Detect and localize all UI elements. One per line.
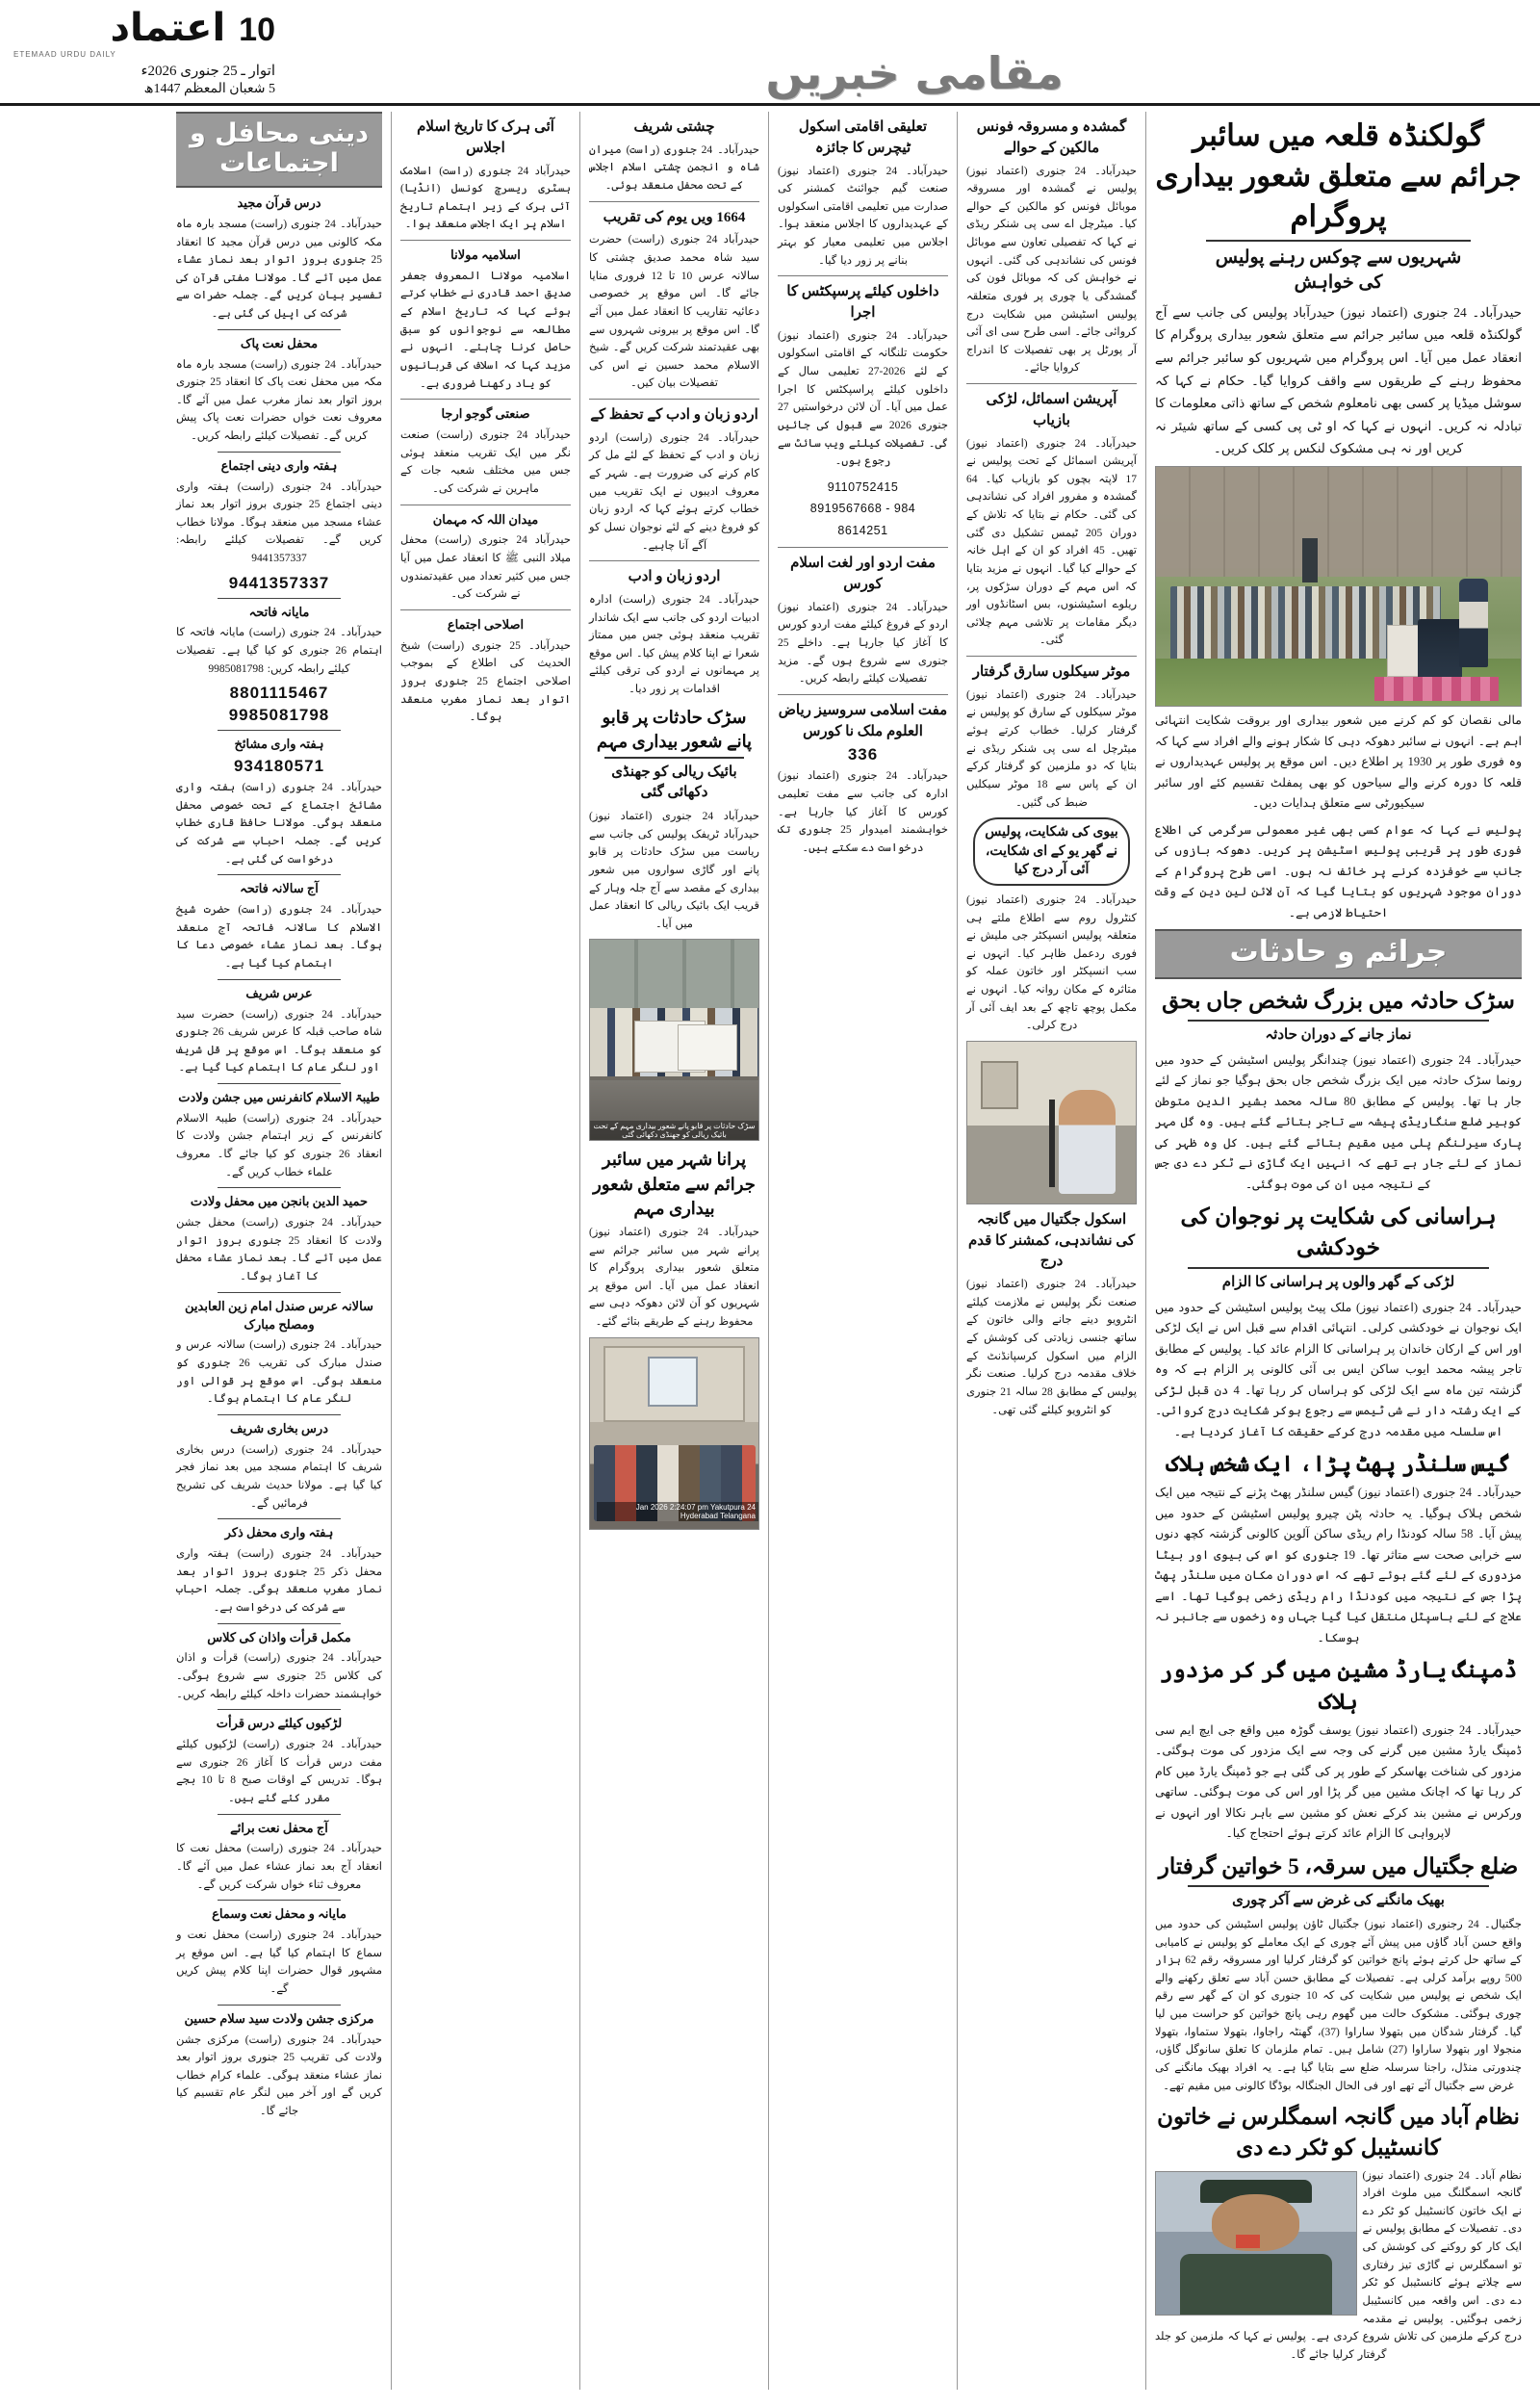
relig-body: حیدرآباد۔ 24 جنوری (راست) سالانہ عرس و صندل مبارک کی تقریب 26 جنوری کو منعقد ہوگی۔ اس موقع پر قوالی اور لنگر عام کا اہتمام ہوگا۔ <box>176 1339 382 1406</box>
divider <box>218 730 341 731</box>
relig-headline: محفل نعت پاک <box>240 335 319 350</box>
relig-item-4 <box>176 736 382 868</box>
article-headline: ہراسانی کی شکایت پر نوجوان کی خودکشی <box>1180 1204 1497 1260</box>
photo-awareness-hall <box>589 1337 759 1530</box>
article-crime-5 <box>1155 2102 1522 2364</box>
sec-item-4 <box>400 616 571 727</box>
article-oldcity <box>589 1148 759 1529</box>
item-body: حیدرآباد 24 جنوری (راست) حضرت سید شاہ محمد صدیق چشتی کا سالانہ عرس 10 تا 12 فروری منایا جائے گا۔ اس موقع پر خصوصی دعائیہ تقاریب کا انعقاد عمل میں آئے گا۔ اس موقع پر بیرونی شہروں سے بھی عقیدتمند شرکت کریں گے۔ شیخ الاسلام محمد حسین نے اس کی تفصیلات بیان کیں۔ <box>589 234 759 390</box>
relig-phone-2[interactable]: 9985081798 <box>228 706 330 725</box>
photo-caption: سڑک حادثات پر قابو پانے شعور بیداری مہم کے تحت بائیک ریالی کو جھنڈی دکھائی گئی <box>590 1121 758 1140</box>
relig-item-16 <box>176 2010 382 2121</box>
brief-body: حیدرآباد۔ 24 جنوری (اعتماد نیوز) صنعت نگر پولیس نے ملازمت کیلئے انٹرویو دینے جانے والی خاتون کے ساتھ جنسی زیادتی کی کوشش کے الزام میں اسکول کرسپانڈنٹ کے خلاف مقدمہ درج کرلیا۔ صنعت نگر پولیس کے مطابق 28 سالہ 21 جنوری کو انٹرویو کیلئے گئی تھی۔ <box>966 1279 1138 1416</box>
relig-body: حیدرآباد۔ 24 جنوری (راست) حضرت سید شاہ صاحب قبلہ کا عرس شریف 26 جنوری کو منعقد ہوگا۔ اس موقع پر قل شریف اور لنگر عام کا اہتمام کیا گیا ہے۔ <box>176 1008 382 1074</box>
article-crime-0 <box>1155 986 1522 1196</box>
sec-item-3 <box>400 511 571 604</box>
person-graphic <box>1059 1090 1116 1194</box>
column-center-left <box>957 112 1145 2390</box>
divider <box>218 1709 341 1710</box>
masthead-brand-block <box>0 6 289 103</box>
divider <box>218 1414 341 1415</box>
rally-headline: سڑک حادثات پر قابو پانے شعور بیداری مہم <box>596 707 753 751</box>
relig-headline: ہفتہ واری مشائخ <box>234 737 324 752</box>
carpet-graphic <box>1374 677 1499 701</box>
page-section-title-wrap <box>289 47 1540 103</box>
article-headline: ڈمپنگ یارڈ مشین میں گر کر مزدور ہلاک <box>1159 1658 1518 1714</box>
relig-headline: طیبۃ الاسلام کانفرنس میں جشن ولادت <box>178 1090 380 1104</box>
article-headline: نظام آباد میں گانجہ اسمگلرس نے خاتون کانسٹیبل کو ٹکر دے دی <box>1157 2105 1520 2161</box>
divider <box>589 201 759 202</box>
relig-body: حیدرآباد۔ 24 جنوری (راست) طیبۃ الاسلام کانفرنس کے زیر اہتمام جشن ولادت کا انعقاد 26 جنوری کو کیا جائے گا۔ معروف علماء خطاب کریں گے۔ <box>176 1112 382 1178</box>
article-headline: سڑک حادثہ میں بزرگ شخص جاں بحق <box>1162 988 1515 1013</box>
brief-0 <box>966 117 1137 377</box>
item-body: حیدرآباد۔ 24 جنوری (راست) اردو زبان و ادب کے تحفظ کے لئے مل کر کام کرنے کی ضرورت ہے۔ شہر کے معروف ادیبوں نے ایک تقریب میں خطاب کرتے ہوئے کہا کہ اردو زبان کو فروغ دینے کے لئے نوجوان نسل کو آگے آنا چاہیے۔ <box>589 431 759 552</box>
notice-body: حیدرآباد۔ 24 جنوری (اعتماد نیوز) ادارہ کی جانب سے مفت تعلیمی کورس کا آغاز کیا جارہا ہے۔ خواہشمند امیدوار 25 جنوری تک درخواست دے سکتے ہیں۔ <box>778 770 949 854</box>
item-0 <box>589 117 759 195</box>
photo-constable-portrait <box>1155 2171 1357 2316</box>
item-headline: اردو زبان و ادب <box>628 569 721 585</box>
relig-headline: مکمل قرأت واذان کی کلاس <box>207 1629 351 1644</box>
divider <box>218 1292 341 1293</box>
article-body: نظام آباد۔ 24 جنوری (اعتماد نیوز) گانجہ اسمگلنگ میں ملوث افراد نے ایک خاتون کانسٹیبل کو ٹکر دے دی۔ تفصیلات کے مطابق پولیس نے ایک کار کو روکنے کی کوشش کی تو اسمگلرس نے گاڑی تیز رفتاری سے چلاتے ہوئے کانسٹیبل کو ٹکر دے دی۔ اس واقعہ میں کانسٹیبل زخمی ہوگئیں۔ پولیس نے مقدمہ درج کرکے ملزمین کی تلاش شروع کردی ہے۔ پولیس نے کہا کہ ملزمین کو جلد گرفتار کرلیا جائے گا۔ <box>1155 2169 1522 2361</box>
brand-subtitle: ETEMAAD URDU DAILY <box>13 50 116 59</box>
photo-bike-rally <box>589 939 759 1141</box>
sec-body: حیدرآباد 24 جنوری (راست) اسلامک ہسٹری ریسرچ کونسل (انڈیا) آئی ہرک کے زیر اہتمام تاریخ اسلام پر ایک اجلاس منعقد ہوا۔ <box>400 165 571 231</box>
sec-item-2 <box>400 405 571 498</box>
brief-2 <box>966 662 1137 812</box>
notice-0 <box>778 117 948 270</box>
column-lead <box>1145 112 1530 2390</box>
projector-screen-graphic <box>648 1357 699 1406</box>
relig-headline: ہفتہ واری محفل ذکر <box>224 1525 334 1540</box>
article-subhead: بھیک مانگنے کی غرض سے آکر چوری <box>1188 1885 1488 1911</box>
rally-banner-graphic-2 <box>678 1024 737 1071</box>
sec-body: حیدرآباد 24 جنوری (راست) محفل میلاد النبی ﷺ کا انعقاد عمل میں آیا جس میں کثیر تعداد میں عقیدتمندوں نے شرکت کی۔ <box>400 534 571 601</box>
item-headline: اردو زبان و ادب کے تحفظ کے <box>590 407 758 423</box>
relig-body: حیدرآباد۔ 24 جنوری (راست) ہفتہ واری مشائخ اجتماع کے تحت خصوصی محفل منعقد ہوگی۔ مولانا حافظ قاری خطاب کریں گے۔ جملہ احباب سے شرکت کی درخواست کی گئی ہے۔ <box>176 782 382 866</box>
relig-body: حیدرآباد۔ 24 جنوری (راست) درس بخاری شریف کا اہتمام مسجد میں بعد نماز فجر کیا گیا ہے۔ مولانا حدیث شریف کی تشریح فرمائیں گے۔ <box>176 1443 382 1510</box>
divider <box>218 874 341 875</box>
relig-body: حیدرآباد۔ 24 جنوری (راست) قرأت و اذان کی کلاس 25 جنوری سے شروع ہوگی۔ خواہشمند حضرات داخلہ کیلئے رابطہ کریں۔ <box>176 1652 383 1700</box>
relig-item-1 <box>176 335 382 446</box>
sec-headline: میدان اللہ کہ مہمان <box>432 511 539 527</box>
divider <box>400 240 571 241</box>
relig-body: حیدرآباد۔ 24 جنوری (راست) مسجد بارہ ماہ مکہ کالونی میں درس قرآن مجید کا انعقاد 25 جنوری بروز اتوار بعد نماز عشاء عمل میں آئے گا۔ مولانا مفتی قرآن کی تفسیر بیان کریں گے۔ جملہ حضرات سے شرکت کی اپیل کی گئی ہے۔ <box>176 218 382 321</box>
relig-headline: درس بخاری شریف <box>229 1420 328 1436</box>
relig-item-9 <box>176 1298 382 1409</box>
relig-phone-0[interactable]: 9441357337 <box>228 573 330 592</box>
rally-body: حیدرآباد 24 جنوری (اعتماد نیوز) حیدرآباد ٹریفک پولیس کی جانب سے ریاست میں سڑک حادثات پر قابو پانے اور گاڑی سواروں میں شعور بیداری کے مقصد سے آج جلہ وہار کے قریب ایک بائیک ریالی کا انعقاد عمل میں آیا۔ <box>589 811 759 930</box>
relig-item-12 <box>176 1629 382 1704</box>
uniform-graphic <box>1180 2254 1332 2314</box>
brief-headline: موٹر سیکلوں سارق گرفتار <box>972 664 1131 680</box>
sec-headline: اصلاحی اجتماع <box>447 616 525 632</box>
relig-headline: آج سالانہ فاتحہ <box>240 881 319 896</box>
relig-body: حیدرآباد۔ 24 جنوری (راست) مایانہ فاتحہ کا اہتمام 26 جنوری کو کیا گیا ہے۔ تفصیلات کیلئے رابطہ کریں: 9985081798 <box>176 627 382 675</box>
item-body: حیدرآباد۔ 24 جنوری (راست) ادارہ ادبیات اردو کی جانب سے ایک شاندار تقریب منعقد ہوئی جس میں ممتاز شعرا نے اپنا کلام پیش کیا۔ اس موقع پر مہمانوں نے اردو کی ترقی کیلئے اقدامات پر زور دیا۔ <box>589 593 759 695</box>
relig-item-15 <box>176 1905 382 1998</box>
sec-body: حیدرآباد 24 جنوری (راست) صنعت نگر میں ایک تقریب منعقد ہوئی جس میں مختلف شعبہ جات کے ماہرین نے شرکت کی۔ <box>400 429 571 495</box>
brief-body: حیدرآباد۔ 24 جنوری (اعتماد نیوز) کنٹرول روم سے اطلاع ملتے ہی متعلقہ پولیس انسپکٹر جی ملیش نے فوری ردعمل ظاہر کیا۔ انہوں نے سب انسپکٹر اور خاتون عملہ کو متاثرہ کے مکان روانہ کیا۔ انہوں نے مکمل پوچھ تاچھ کے بعد ایف آئی آر درج کرلی۔ <box>966 893 1138 1032</box>
sec-headline: صنعتی گوجو ارجا <box>441 406 530 422</box>
article-subhead: لڑکی کے گھر والوں پر ہراسانی کا الزام <box>1188 1267 1488 1293</box>
relig-item-11 <box>176 1524 382 1617</box>
loudspeaker-graphic <box>1302 538 1318 582</box>
divider <box>218 1187 341 1188</box>
relig-item-2 <box>176 457 382 593</box>
relig-item-7 <box>176 1089 382 1181</box>
sec-headline: اسلامیہ مولانا <box>450 247 521 262</box>
article-crime-2 <box>1155 1449 1522 1648</box>
article-crime-1 <box>1155 1202 1522 1442</box>
page-number: 10 <box>239 12 275 48</box>
divider <box>218 1900 341 1901</box>
item-body: حیدرآباد۔ 24 جنوری (راست) میران شاہ و انجمن چشتی اسلام اجلاس کے تحت محفل منعقد ہوئی۔ <box>589 143 759 192</box>
relig-body: حیدرآباد۔ 24 جنوری (راست) مرکزی جشن ولادت کی تقریب 25 جنوری بروز اتوار بعد نماز عشاء منعقد ہوگی۔ علماء کرام خطاب کریں گے اور آخر میں لنگر عام تقسیم کیا جائے گا۔ <box>176 2033 382 2118</box>
item-3 <box>589 567 759 699</box>
photo-golconda-fort <box>1155 466 1522 707</box>
divider <box>218 1623 341 1624</box>
column-secular-right <box>391 112 579 2390</box>
divider <box>218 1518 341 1519</box>
article-body: حیدرآباد۔ 24 جنوری (اعتماد نیوز) گیس سلنڈر پھٹ پڑنے کے نتیجہ میں ایک شخص ہلاک ہوگیا۔ یہ حادثہ پٹن چیرو پولیس اسٹیشن کے حدود میں پیش آیا۔ 58 سالہ کودنڈا رام ریڈی ساکن آلوین کالونی گزشتہ کچھ دنوں سے خرابی صحت سے متاثر تھا۔ 19 جنوری کو اس کی بیوی اور بیٹا مزدوری کے لئے گئے ہوئے تھے کہ اس دوران مکان میں سلنڈر پھٹ پڑا جس کے نتیجہ میں کودنڈا رام ریڈی زخمی ہوگیا تھا۔ اسے علاج کے لئے ہاسپٹل منتقل کیا گیا جہاں وہ زخموں سے جانبر نہ ہوسکا۔ <box>1155 1486 1522 1644</box>
column-center-right <box>579 112 768 2390</box>
notice-body: حیدرآباد۔ 24 جنوری (اعتماد نیوز) صنعت گیم جوائنٹ کمشنر کی صدارت میں تعلیمی اقامتی اسکولوں کے عہدیداروں کا اجلاس منعقد ہوا۔ اجلاس میں تعلیمی معیار کو بہتر بنانے پر زور دیا گیا۔ <box>778 165 949 267</box>
banner-crime: جرائم و حادثات <box>1155 929 1522 979</box>
relig-headline: لڑکیوں کیلئے درس قرأت <box>216 1716 343 1731</box>
page-title: مقامی خبریں <box>765 47 1064 99</box>
relig-body: حیدرآباد۔ 24 جنوری (راست) محفل جشن ولادت کا انعقاد 25 جنوری بروز اتوار عمل میں آئے گا۔ بعد نماز عشاء محفل کا آغاز ہوگا۔ <box>176 1217 382 1283</box>
notice-3 <box>778 701 948 858</box>
item-headline: 1664 ویں یوم کی تقریب <box>603 209 746 225</box>
page-content <box>0 106 1540 2399</box>
wall-frame-graphic <box>981 1061 1018 1109</box>
police-officer-graphic <box>1459 579 1488 667</box>
brief-1 <box>966 390 1137 650</box>
lead-subhead: شہریوں سے چوکس رہنے پولیس کی خواہش <box>1206 240 1470 297</box>
relig-item-8 <box>176 1193 382 1285</box>
sec-body: اسلامیہ مولانا المعروف جعفر صدیق احمد قادری نے خطاب کرتے ہوئے کہا کہ تاریخ اسلام کے مطالعہ سے نوجوانوں کو سبق حاصل کرنا چاہئے۔ انہوں نے مزید کہا کہ اسلاف کی قربانیوں کو یاد رکھنا ضروری ہے۔ <box>400 270 571 390</box>
lead-body-1: حیدرآباد۔ 24 جنوری (اعتماد نیوز) حیدرآباد پولیس کی جانب سے آج گولکنڈہ قلعہ میں سائبر جرائم سے متعلق شعور بیداری پروگرام کا انعقاد عمل میں آیا۔ اس پروگرام میں شہریوں کو سائبر جرائم سے محفوظ رہنے کے طریقوں سے واقف کروایا گیا۔ حکام نے کہا کہ سوشل میڈیا پر کسی بھی نامعلوم شخص کے ساتھ ذاتی معلومات کا تبادلہ نہ کریں۔ انہوں نے کہا کہ او ٹی پی کسی کے ساتھ شیئر نہ کریں اور نہ ہی مشکوک لنکس پر کلک کریں۔ <box>1155 304 1522 456</box>
item-2 <box>589 405 759 555</box>
sec-body: حیدرآباد۔ 25 جنوری (راست) شیخ الحدیث کی اطلاع کے بموجب اصلاحی اجتماع 25 جنوری بروز اتوار بعد نماز مغرب منعقد ہوگا۔ <box>400 639 571 724</box>
fort-wall-graphic <box>1156 467 1521 577</box>
photo-timestamp: 24 Jan 2026 2:24:07 pm Yakutpura Hyderabad Telangana <box>597 1502 758 1521</box>
banner-religious: دینی محافل و اجتماعات <box>176 112 382 188</box>
lead-body-3: پولیس نے کہا کہ عوام کسی بھی غیر معمولی سرگرمی کی اطلاع فوری طور پر قریبی پولیس اسٹیشن پر کریں۔ دھوکہ بازوں کی جانب سے خوفزدہ کرنے پر خائف نہ ہوں۔ اسی طرح پروگرام کے دوران موجود شہریوں کو بتایا گیا کہ آن لائن لین دین کے وقت احتیاط لازمی ہے۔ <box>1155 822 1522 919</box>
notice-headline: مفت اسلامی سروسیز ریاض العلوم ملک نا کورس <box>778 702 948 739</box>
relig-item-6 <box>176 985 382 1077</box>
lead-headline: گولکنڈہ قلعہ میں سائبر جرائم سے متعلق شعور بیداری پروگرام <box>1155 118 1522 233</box>
divider <box>966 383 1137 384</box>
notice-1 <box>778 282 948 471</box>
divider <box>778 275 948 276</box>
relig-headline: درس قرآن مجید <box>237 195 321 211</box>
contact-phone-0[interactable]: 9110752415 <box>827 479 899 494</box>
lead-body-2: مالی نقصان کو کم کرنے میں شعور بیداری اور بروقت شکایت انتہائی اہم ہے۔ انہوں نے سائبر دھوکہ دہی کا شکار ہونے والے افراد سے کہا کہ وہ فوری طور پر 1930 پر اطلاع دیں۔ اس موقع پر پولیس عہدیداروں نے قلعہ کا دورہ کرنے والے سیاحوں کو بھی پمفلٹ تقسیم کئے اور سائبر سیکیورٹی سے متعلق ہدایات دیں۔ <box>1155 713 1522 811</box>
relig-body: حیدرآباد۔ 24 جنوری (راست) لڑکیوں کیلئے مفت درس قرأت کا آغاز 26 جنوری سے ہوگا۔ تدریس کے اوقات صبح 8 تا 10 بجے مقرر کئے گئے ہیں۔ <box>176 1739 383 1804</box>
divider <box>218 598 341 599</box>
brief-body: حیدرآباد۔ 24 جنوری (اعتماد نیوز) پولیس نے گمشدہ اور مسروقہ موبائل فونس کو مالکین کے حوالے کیا۔ میٹرچل اے سی پی شنکر ریڈی نے کہا کہ تفصیلی تعاون سے موبائل فونس کی نشاندہی کی گئی۔ انہوں نے خواہش کی کہ موبائل فون کی گمشدگی یا چوری پر فوری متعلقہ پولیس اسٹیشن میں شکایت درج کروائی جائے۔ اسی طرح سی ای آئی آر پورٹل پر بھی تفصیلات کا اندراج کروایا جائے۔ <box>966 165 1138 375</box>
article-subhead: نماز جانے کے دوران حادثہ <box>1188 1020 1488 1046</box>
relig-headline: آج محفل نعت برائے <box>230 1820 328 1835</box>
sec-item-1 <box>400 246 571 393</box>
column-center-mid <box>768 112 957 2390</box>
divider <box>218 452 341 453</box>
divider <box>400 609 571 610</box>
relig-headline: مایانہ و محفل نعت وسماع <box>212 1906 346 1922</box>
date-gregorian: اتوار ـ 25 جنوری 2026ء <box>141 64 275 79</box>
article-rally <box>589 706 759 1142</box>
divider <box>589 399 759 400</box>
relig-body: حیدرآباد۔ 24 جنوری (راست) مسجد بارہ ماہ مکہ میں محفل نعت پاک کا انعقاد 25 جنوری بروز اتوار بعد نماز مغرب عمل میں آئے گا۔ معروف نعت خواں حضرات نعت پاک پیش کریں گے۔ تفصیلات کیلئے رابطہ کریں۔ <box>176 358 382 443</box>
contact-phone-2[interactable]: 8614251 <box>837 523 888 537</box>
relig-body: حیدرآباد۔ 24 جنوری (راست) ہفتہ واری دینی اجتماع 25 جنوری بروز اتوار بعد نماز عشاء مسجد میں منعقد ہوگا۔ مولانا خطاب کریں گے۔ تفصیلات کیلئے رابطہ: 9441357337 <box>176 480 382 564</box>
contact-phone-3[interactable]: 336 <box>847 745 879 764</box>
article-crime-4 <box>1155 1851 1522 2095</box>
relig-body: حیدرآباد۔ 24 جنوری (راست) محفل نعت و سماع کا اہتمام کیا گیا ہے۔ اس موقع پر مشہور قوال حضرات اپنا کلام پیش کریں گے۔ <box>176 1929 382 1996</box>
divider <box>218 1814 341 1815</box>
relig-headline: ہفتہ واری دینی اجتماع <box>220 457 338 473</box>
rally-subhead: بائیک ریالی کو جھنڈی دکھائی گئی <box>604 757 744 803</box>
notice-body: حیدرآباد۔ 24 جنوری (اعتماد نیوز) اردو کے فروغ کیلئے مفت اردو کورس کا آغاز کیا جارہا ہے۔ داخلے 25 جنوری سے شروع ہوں گے۔ مزید تفصیلات کیلئے رابطہ کریں۔ <box>778 601 949 686</box>
notice-headline: داخلوں کیلئے پرسپکٹس کا اجرا <box>786 284 939 321</box>
brief-body: حیدرآباد۔ 24 جنوری (اعتماد نیوز) آپریشن اسمائل کے تحت پولیس نے 17 لاپتہ بچوں کو بازیاب کیا۔ 64 گمشدہ و مفرور افراد کی نشاندہی کی گئی۔ حکام نے بتایا کہ تلاش کے دوران 205 ٹیمس تشکیل دی گئی تھیں۔ 45 افراد کو ان کے اہل خانہ کے حوالے کیا گیا۔ انہوں نے مزید بتایا کہ اس مہم کے دوران سڑکوں پر، ریلوے اسٹیشنوں، بس اسٹانڈوں اور دیگر مقامات پر تلاشی مہم چلائی گئی۔ <box>966 437 1138 647</box>
item-1 <box>589 208 759 393</box>
article-body: جگتیال۔ 24 رجنوری (اعتماد نیوز) جگتیال ٹاؤن پولیس اسٹیشن کی حدود میں واقع حسن آباد گاؤں میں پیش آئے چوری کے ایک معاملے کو پولیس نے کامیابی کے ساتھ حل کرتے ہوئے پانچ خواتین کو گرفتار کرلیا اور مسروقہ رقم 62 ہزار 500 روپے برآمد کرلی ہے۔ تفصیلات کے مطابق حسن آباد سے تعلق رکھنے والے ایک شخص نے پولیس میں شکایت کی کہ 10 جنوری کو ان کے گھر سے رقم چوری ہوگئی۔ مشکوک حالت میں گھوم رہی پانچ خواتین کو حراست میں لیا گیا۔ گرفتار شدگان میں بتھولا ساراوا (37)، گھنٹہ راجاوا، بتھولا ستماوا، بتھولا منجولا اور بتھولا ساراوا (27) شامل ہیں۔ تمام ملزمان کا تعلق سانوگل گاؤں، چندورتی منڈل، راجنا سرسلہ ضلع سے بتایا گیا ہے۔ یہ افراد بھیک مانگنے کی غرض سے جگتیال آئے تھے اور فی الحال الجنگالہ بوڈگا کالونی میں مقیم تھے۔ <box>1155 1918 1523 2092</box>
relig-item-0 <box>176 194 382 324</box>
relig-body: حیدرآباد۔ 24 جنوری (راست) حضرت شیخ الاسلام کا سالانہ فاتحہ آج منعقد ہوگا۔ بعد نماز عشاء خصوصی دعا کا اہتمام کیا گیا ہے۔ <box>176 904 382 971</box>
relig-phone-1[interactable]: 8801115467 <box>229 684 329 703</box>
divider <box>966 656 1137 657</box>
brief-4 <box>966 1210 1137 1419</box>
brief-headline: گمشدہ و مسروقہ فونس مالکین کے حوالے <box>976 119 1127 156</box>
notice-headline: تعلیقی اقامتی اسکول ٹیچرس کا جائزہ <box>798 119 928 156</box>
item-headline: چشتی شریف <box>633 119 715 135</box>
masthead <box>0 0 1540 106</box>
contact-phone-1[interactable]: 984 - 8919567668 <box>809 502 916 516</box>
photo-officer-desk <box>966 1041 1137 1204</box>
article-headline: گیس سلنڈر پھٹ پڑا، ایک شخص ہلاک <box>1166 1452 1511 1477</box>
boxed-headline: بیوی کی شکایت، پولیس نے گھر یو کے ای شکایت، آئی آر درج کیا <box>973 817 1130 886</box>
divider <box>778 547 948 548</box>
notice-body: حیدرآباد۔ 24 جنوری (اعتماد نیوز) حکومت تلنگانہ کے اقامتی اسکولوں کے لئے 2026-27 تعلیمی سال کے داخلوں کیلئے پراسپکٹس کا اجرا عمل میں آیا۔ آن لائن درخواستیں 27 جنوری 2026 سے قبول کی جائیں گی۔ تفصیلات کیلئے ویب سائٹ سے رجوع ہوں۔ <box>778 329 949 468</box>
relig-headline: مرکزی جشن ولادت سید سلام حسین <box>184 2010 374 2026</box>
article-body: حیدرآباد۔ 24 جنوری (اعتماد نیوز) یوسف گوڑہ میں واقع جی ایچ ایم سی ڈمپنگ یارڈ مشین میں گرنے کی وجہ سے ایک مزدور کی موت ہوگئی۔ مزدور کی شناخت بھاسکر کے طور پر کی گئی ہے جو ڈمپنگ یارڈ میں کام کر رہا تھا کہ اچانک مشین میں گر پڑا اور اس کی موت ہوگئی۔ ساتھی ورکرس نے مشین بند کرکے نعش کو مشین سے باہر نکالا اور انہوں نے لاپرواہی کا الزام عائد کرتے ہوئے احتجاج کیا۔ <box>1155 1722 1522 1841</box>
divider <box>218 329 341 330</box>
relig-item-10 <box>176 1420 382 1513</box>
article-headline: ضلع جگتیال میں سرقہ، 5 خواتین گرفتار <box>1158 1853 1519 1878</box>
sec-item-0 <box>400 117 571 234</box>
divider <box>218 979 341 980</box>
relig-headline: مایانہ فاتحہ <box>248 604 310 619</box>
divider <box>778 694 948 695</box>
relig-headline: حمید الدین بانجن میں محفل ولادت <box>190 1194 369 1209</box>
article-body: حیدرآباد۔ 24 جنوری (اعتماد نیوز) ملک پیٹ پولیس اسٹیشن کے حدود میں ایک نوجوان نے خودکشی کرلی۔ انتہائی اقدام سے قبل اس نے ایک لڑکی اور اس کے ارکان خاندان پر ہراسانی کا الزام عائد کیا۔ پولیس کے مطابق تاجر پیشہ محمد ایوب ساکن ایس بی آئی کالونی پر الزام ہے کہ وہ گزشتہ تین ماہ سے ایک لڑکی کو ہراساں کر رہا تھا۔ 4 دن قبل لڑکی کے ایک رشتہ دار نے شی ٹیمس سے رجوع ہوکر شکایت درج کروائی۔ اس سلسلہ میں مقدمہ درج کرکے حقیقت کا آغاز کردیا ہے۔ <box>1155 1300 1522 1438</box>
article-body: حیدرآباد۔ 24 جنوری (اعتماد نیوز) چندانگر پولیس اسٹیشن کے حدود میں رونما سڑک حادثہ میں ایک بزرگ شخص جاں بحق ہوگیا جو نماز کے لئے جار ہا تھا۔ پولیس کے مطابق 80 سالہ محمد بشیر الدین متوطن کوہیر ضلع سنگاریڈی پیشہ سے تاجر بتائے گئے ہیں۔ وہ گل مہر پارک سیرلنگم پلی میں مقیم بتائے گئے ہیں۔ کل وہ ظہر کی نماز کے لئے جار ہے تھے کہ انہیں ایک گاڑی نے ٹکر دے دی جس کے نتیجہ میں ان کی موت ہوگئی۔ <box>1155 1052 1523 1191</box>
divider <box>400 399 571 400</box>
brief-body: حیدرآباد۔ 24 جنوری (اعتماد نیوز) موٹر سیکلوں کے سارق کو پولیس نے گرفتار کرلیا۔ خطاب کرتے ہوئے میٹرچل اے سی پی شنکر ریڈی نے بتایا کہ دو ملزمین کو گرفتار کرکے ان کے پاس سے 18 موٹر سیکلیں ضبط کی گئیں۔ <box>966 688 1138 809</box>
relig-item-3 <box>176 604 382 726</box>
divider <box>218 2005 341 2006</box>
oldcity-body: حیدرآباد۔ 24 جنوری (اعتماد نیوز) پرانے شہر میں سائبر جرائم سے متعلق شعور بیداری پروگرام کا انعقاد عمل میں آیا۔ اس موقع پر شہریوں کو آن لائن دھوکہ دہی سے محفوظ رہنے کے طریقے بتائے گئے۔ <box>589 1226 760 1329</box>
brand-name: اعتماد <box>110 6 226 50</box>
microphone-graphic <box>1049 1100 1055 1187</box>
relig-headline: سالانہ عرس صندل امام زین العابدین ومصلح مبارک <box>185 1298 373 1332</box>
date-hijri: 5 شعبان المعظم 1447ھ <box>143 82 275 96</box>
relig-item-14 <box>176 1820 382 1895</box>
oldcity-headline: پرانا شہر میں سائبر جرائم سے متعلق شعور بیداری مہم <box>593 1150 756 1218</box>
relig-headline: عرس شریف <box>245 985 313 1000</box>
flag-graphic <box>1236 2235 1260 2249</box>
article-crime-3 <box>1155 1655 1522 1844</box>
relig-body: حیدرآباد۔ 24 جنوری (راست) محفل نعت کا انعقاد آج بعد نماز عشاء عمل میں آئے گا۔ معروف ثناء خواں شرکت کریں گے۔ <box>176 1843 382 1891</box>
relig-item-13 <box>176 1715 382 1807</box>
notice-2 <box>778 554 948 688</box>
brief-headline: آپریشن اسمائل، لڑکی بازیاب <box>986 392 1117 428</box>
divider <box>589 560 759 561</box>
relig-item-5 <box>176 880 382 972</box>
relig-phone-3[interactable]: 934180571 <box>233 757 325 776</box>
notice-headline: مفت اردو اور لغت اسلام کورس <box>790 556 936 592</box>
brief-headline: اسکول جگتیال میں گانجہ کی نشاندہی، کمشنر کا قدم درج <box>968 1211 1135 1270</box>
sec-headline: آئی ہرک کا تاریخ اسلام اجلاس <box>417 119 554 156</box>
divider <box>218 1083 341 1084</box>
column-religious <box>167 112 391 2390</box>
relig-body: حیدرآباد۔ 24 جنوری (راست) ہفتہ واری محفل ذکر 25 جنوری بروز اتوار بعد نماز مغرب منعقد ہوگی۔ جملہ احباب سے شرکت کی درخواست ہے۔ <box>176 1548 382 1614</box>
